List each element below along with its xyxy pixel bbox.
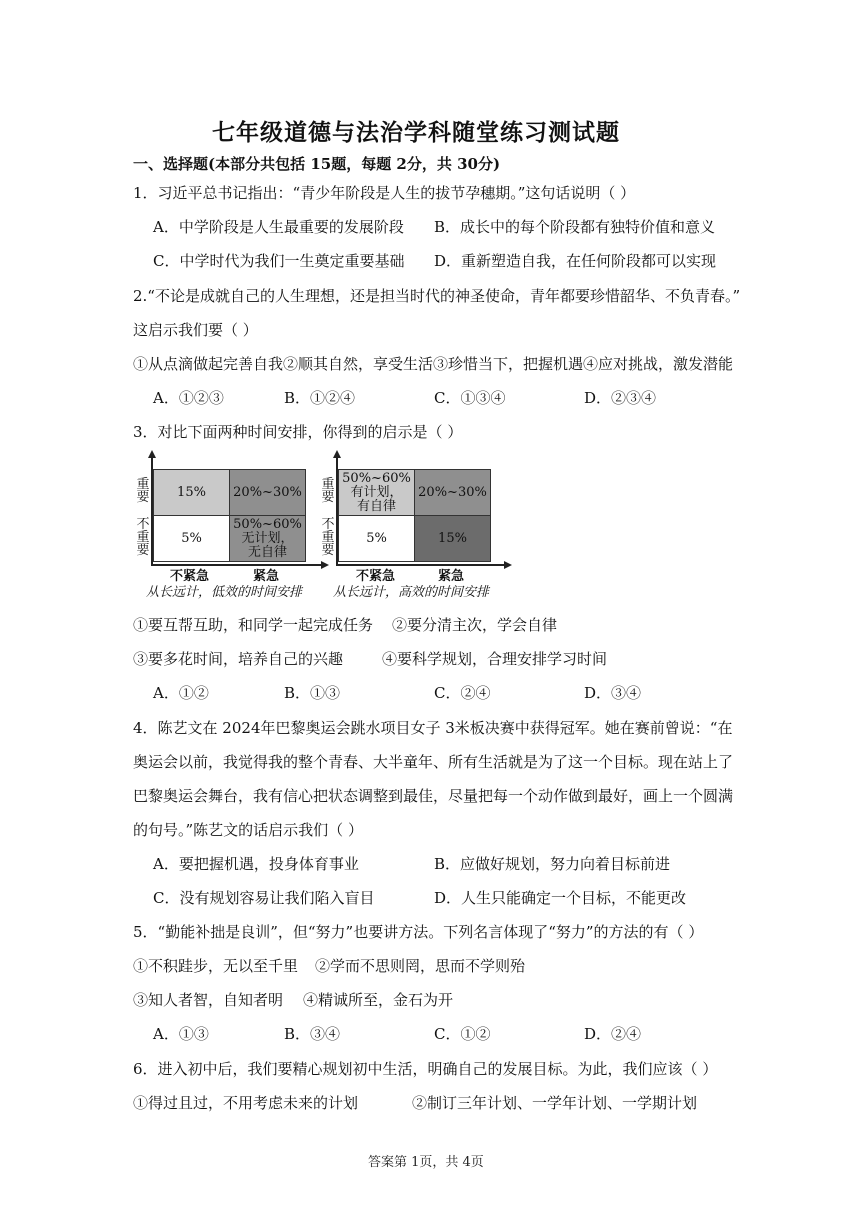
q1-option-b[interactable]: B．成长中的每个阶段都有独特价值和意义 [434,218,716,236]
right-y-label-important: 重要 [321,477,335,505]
page-title: 七年级道德与法治学科随堂练习测试题 [212,119,620,146]
left-cell-important-not-urgent: 15% [153,469,230,516]
left-x-arrow [321,561,329,569]
q5-option-c[interactable]: C．①② [434,1025,491,1043]
q2-option-d[interactable]: D．②③④ [584,389,657,407]
page-footer: 答案第 1页，共 4页 [368,1155,484,1170]
right-cell-unimportant-urgent: 15% [414,515,491,562]
q5-option-d[interactable]: D．②④ [584,1025,642,1043]
section-heading: 一、选择题(本部分共包括 15题，每题 2分，共 30分) [133,155,501,173]
q3-item-2: ②要分清主次，学会自律 [392,616,558,634]
left-cell-important-urgent: 20%~30% [229,469,306,516]
q3-option-b[interactable]: B．①③ [284,684,341,702]
q2-option-b[interactable]: B．①②④ [284,389,356,407]
right-x-arrow [504,561,512,569]
left-cell-unimportant-urgent: 50%~60% 无计划， 无自律 [229,515,306,562]
right-x-label-urgent: 紧急 [438,569,465,584]
right-cell-important-not-urgent: 50%~60% 有计划， 有自律 [338,469,415,516]
q3-item-4: ④要科学规划，合理安排学习时间 [382,650,608,668]
right-cell-important-urgent: 20%~30% [414,469,491,516]
q2-items: ①从点滴做起完善自我②顺其自然，享受生活③珍惜当下，把握机遇④应对挑战，激发潜能 [133,355,734,373]
q2-stem-line1: 2.“不论是成就自己的人生理想，还是担当时代的神圣使命，青年都要珍惜韶华、不负青春。” [133,287,741,305]
q1-stem: 1．习近平总书记指出：“青少年阶段是人生的拔节孕穗期。”这句话说明（ ） [133,184,636,202]
q3-option-a[interactable]: A．①② [153,684,209,702]
q4-stem-line2: 奥运会以前，我觉得我的整个青春、大半童年、所有生活就是为了这一个目标。现在站上了 [133,753,734,771]
q4-option-a[interactable]: A．要把握机遇，投身体育事业 [153,855,359,873]
left-y-label-important: 重要 [136,477,150,505]
q4-option-c[interactable]: C．没有规划容易让我们陷入盲目 [153,889,375,907]
right-x-label-not-urgent: 不紧急 [356,569,396,584]
q2-option-c[interactable]: C．①③④ [434,389,506,407]
q4-stem-line3: 巴黎奥运会舞台，我有信心把状态调整到最佳，尽量把每一个动作做到最好，画上一个圆满 [133,787,734,805]
right-cell-unimportant-not-urgent: 5% [338,515,415,562]
q5-stem: 5．“勤能补拙是良训”，但“努力”也要讲方法。下列名言体现了“努力”的方法的有（ ） [133,923,704,941]
left-caption: 从长远计，低效的时间安排 [146,585,303,600]
q6-item-2: ②制订三年计划、一学年计划、一学期计划 [412,1094,698,1112]
q4-stem-line4: 的句号。”陈艺文的话启示我们（ ） [133,821,363,839]
q5-item-1: ①不积跬步，无以至千里 [133,957,299,975]
q3-item-1: ①要互帮互助，和同学一起完成任务 [133,616,374,634]
q4-stem-line1: 4．陈艺文在 2024年巴黎奥运会跳水项目女子 3米板决赛中获得冠军。她在赛前曾说：“在 [133,719,733,737]
q4-option-d[interactable]: D．人生只能确定一个目标，不能更改 [434,889,687,907]
q1-option-a[interactable]: A．中学阶段是人生最重要的发展阶段 [153,218,404,236]
q5-option-b[interactable]: B．③④ [284,1025,341,1043]
q5-item-3: ③知人者智，自知者明 [133,991,284,1009]
left-x-label-urgent: 紧急 [253,569,280,584]
q1-option-d[interactable]: D．重新塑造自我，在任何阶段都可以实现 [434,252,717,270]
q2-option-a[interactable]: A．①②③ [153,389,224,407]
right-y-arrow [333,450,341,458]
q3-option-c[interactable]: C．②④ [434,684,491,702]
left-cell-unimportant-not-urgent: 5% [153,515,230,562]
q3-item-3: ③要多花时间，培养自己的兴趣 [133,650,344,668]
q6-item-1: ①得过且过，不用考虑未来的计划 [133,1094,359,1112]
q5-option-a[interactable]: A．①③ [153,1025,209,1043]
q5-item-4: ④精诚所至，金石为开 [303,991,454,1009]
left-y-label-unimportant: 不重要 [136,517,150,558]
q6-stem: 6．进入初中后，我们要精心规划初中生活，明确自己的发展目标。为此，我们应该（ ） [133,1060,718,1078]
q2-stem-line2: 这启示我们要（ ） [133,321,258,339]
q1-option-c[interactable]: C．中学时代为我们一生奠定重要基础 [153,252,405,270]
q4-option-b[interactable]: B．应做好规划，努力向着目标前进 [434,855,671,873]
left-x-label-not-urgent: 不紧急 [170,569,210,584]
left-y-arrow [148,450,156,458]
right-caption: 从长远计，高效的时间安排 [333,585,490,600]
q5-item-2: ②学而不思则罔，思而不学则殆 [315,957,526,975]
q3-option-d[interactable]: D．③④ [584,684,642,702]
q3-stem: 3．对比下面两种时间安排，你得到的启示是（ ） [133,423,463,441]
right-y-label-unimportant: 不重要 [321,517,335,558]
